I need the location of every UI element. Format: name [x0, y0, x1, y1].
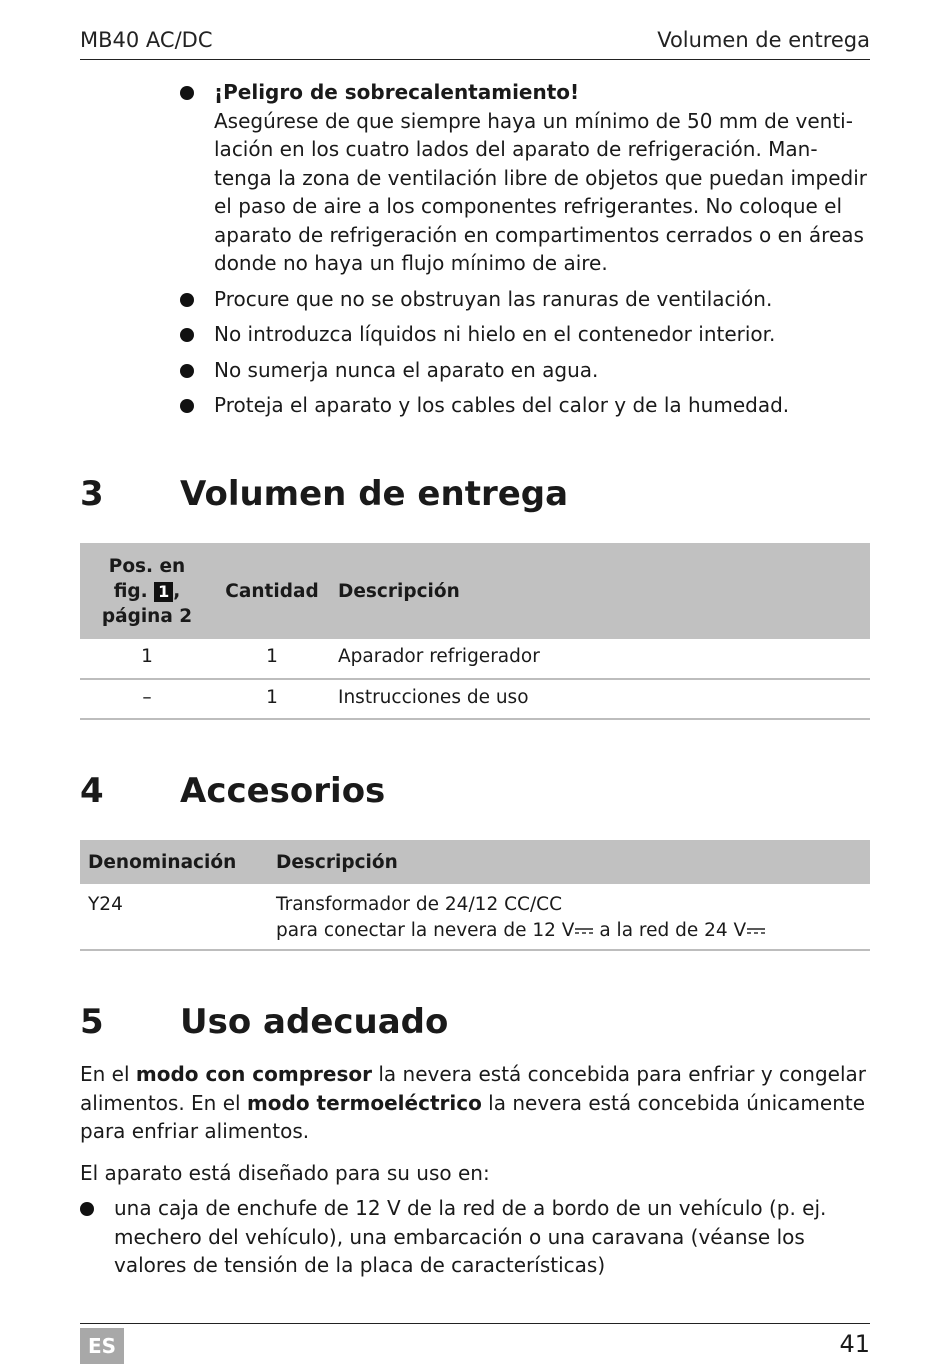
delivery-table [80, 543, 870, 720]
dc-symbol-icon [575, 927, 593, 935]
footer-rule [80, 1323, 870, 1324]
section-number: 4 [80, 771, 104, 811]
table-row [80, 679, 870, 719]
section-number: 5 [80, 1002, 104, 1042]
table-row [80, 639, 870, 679]
section-title: Volumen de entrega [180, 474, 569, 514]
table-row [80, 884, 870, 950]
intended-use-paragraph: En el modo con compresor la nevera está concebida para enfriar y congelar alimentos. En el modo termoeléctrico la nevera está concebida únicamente para enfriar alimentos. [80, 1062, 866, 1143]
bullet-icon [180, 86, 194, 100]
list-item-text: Procure que no se obstruyan las ranuras de ventilación. [214, 286, 773, 311]
usage-bullet-list [80, 1194, 870, 1287]
bullet-icon [180, 399, 194, 413]
column-header-quantity: Cantidad [214, 543, 330, 639]
bullet-icon [80, 1202, 94, 1216]
cell-description: Transformador de 24/12 CC/CC para conectar la nevera de 12 V a la red de 24 V [268, 884, 870, 950]
warning-text: Asegúrese de que siempre haya un mínimo de 50 mm de venti-lación en los cuatro lados del aparato de refrigeración. Man-tenga la zona de ventilación libre de objetos que puedan impedir el paso de aire a los componentes refrigerantes. No coloque el aparato de refrigeración en compartimentos cerrados o en áreas donde no haya un flujo mínimo de aire. [214, 108, 867, 275]
list-item [180, 78, 870, 278]
dc-symbol-icon [747, 927, 765, 935]
list-item [180, 320, 870, 349]
cell-name: Y24 [80, 884, 268, 950]
cell-position: 1 [80, 639, 214, 679]
accessories-table [80, 840, 870, 951]
bullet-icon [180, 293, 194, 307]
page-number: 41 [839, 1330, 870, 1358]
list-item [180, 285, 870, 314]
header-rule [80, 59, 870, 60]
bullet-icon [180, 328, 194, 342]
list-item-text: No introduzca líquidos ni hielo en el contenedor interior. [214, 322, 776, 346]
figure-number-badge: 1 [154, 582, 173, 602]
header-section: Volumen de entrega [657, 28, 870, 52]
section-title: Uso adecuado [180, 1002, 449, 1042]
cell-description: Aparador refrigerador [330, 639, 870, 679]
list-item-text: No sumerja nunca el aparato en agua. [214, 357, 599, 382]
column-header-description: Descripción [268, 840, 870, 884]
safety-bullet-list [180, 78, 870, 427]
section-5-heading [80, 1002, 448, 1042]
warning-title: ¡Peligro de sobrecalentamiento! [214, 80, 580, 104]
header-model: MB40 AC/DC [80, 28, 213, 52]
cell-quantity: 1 [214, 679, 330, 719]
column-header-position: Pos. en fig. 1 , página 2 [80, 543, 214, 639]
cell-description: Instrucciones de uso [330, 679, 870, 719]
section-number: 3 [80, 474, 104, 514]
cell-position: – [80, 679, 214, 719]
column-header-description: Descripción [330, 543, 870, 639]
list-item [180, 391, 870, 420]
bullet-icon [180, 364, 194, 378]
language-badge: ES [80, 1328, 124, 1364]
column-header-name: Denominación [80, 840, 268, 884]
section-3-heading [80, 474, 568, 514]
section-title: Accesorios [180, 771, 386, 811]
list-item-text: una caja de enchufe de 12 V de la red de a bordo de un vehículo (p. ej. mechero del vehículo), una embarcación o una caravana (véanse los valores de tensión de la placa de características) [114, 1196, 827, 1277]
list-item [180, 356, 870, 385]
list-item [80, 1194, 870, 1280]
list-item-text: Proteja el aparato y los cables del calor y de la humedad. [214, 393, 790, 417]
cell-quantity: 1 [214, 639, 330, 679]
usage-intro: El aparato está diseñado para su uso en: [80, 1161, 490, 1185]
section-4-heading [80, 771, 385, 811]
